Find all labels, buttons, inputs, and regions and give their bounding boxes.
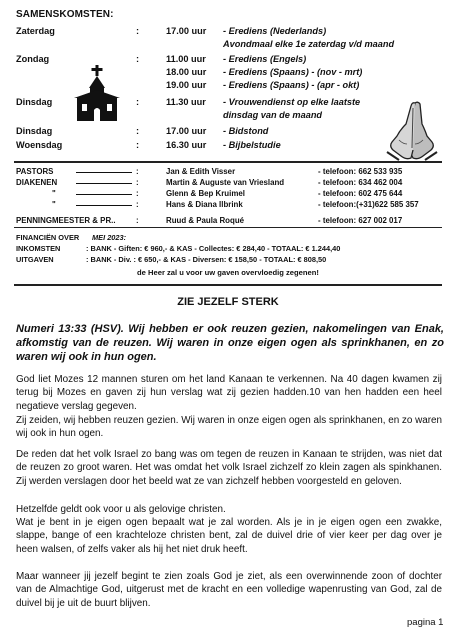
schedule-row bbox=[0, 39, 456, 52]
finance-thanks: de Heer zal u voor uw gaven overvloedig zegenen! bbox=[137, 268, 319, 277]
schedule-time: 17.00 uur bbox=[166, 26, 207, 36]
schedule-description: - Bijbelstudie bbox=[223, 140, 281, 150]
contact-phone: - telefoon: 602 475 644 bbox=[318, 189, 403, 198]
contact-role: PENNINGMEESTER & PR.. bbox=[16, 216, 116, 225]
schedule-colon: : bbox=[136, 26, 140, 36]
article-title: ZIE JEZELF STERK bbox=[177, 296, 279, 308]
contact-name: Hans & Diana Ilbrink bbox=[166, 200, 243, 209]
schedule-colon: : bbox=[136, 126, 140, 136]
schedule-time: 19.00 uur bbox=[166, 80, 207, 90]
contact-role: " bbox=[52, 200, 56, 209]
contact-role: " bbox=[52, 189, 56, 198]
contact-role: DIAKENEN bbox=[16, 178, 58, 187]
schedule-day: Dinsdag bbox=[16, 97, 53, 107]
page-number: pagina 1 bbox=[407, 617, 444, 628]
contact-row bbox=[0, 189, 456, 200]
section-divider bbox=[14, 227, 442, 228]
expense-label: UITGAVEN bbox=[16, 255, 54, 264]
finance-thanks-row bbox=[0, 268, 456, 278]
schedule-row bbox=[0, 80, 456, 93]
schedule-description: - Erediens (Spaans) - (apr - okt) bbox=[223, 80, 360, 90]
schedule-colon: : bbox=[136, 54, 140, 64]
finance-label: FINANCIËN OVER bbox=[16, 233, 80, 242]
contact-blank-line bbox=[76, 189, 132, 195]
article-paragraph: God liet Mozes 12 mannen sturen om het land Kanaan te verkennen. Na 40 dagen kwamen zij terug bij Mozes en gaven zij hun verslag wat zij gezien hadden.10 van hen hadden een heel negatieve verslag gegeven. bbox=[16, 374, 442, 412]
schedule-time: 11.00 uur bbox=[166, 54, 206, 64]
contact-colon: : bbox=[136, 216, 139, 225]
schedule-colon: : bbox=[136, 97, 140, 107]
article-paragraph: Zij zeiden, wij hebben reuzen gezien. Wij waren in onze eigen ogen als sprinkhanen, en zo waren wij ook in hun ogen. bbox=[16, 415, 442, 440]
contact-row bbox=[0, 200, 456, 211]
contact-colon: : bbox=[136, 200, 139, 209]
schedule-description: - Erediens (Nederlands) bbox=[223, 26, 327, 36]
schedule-row bbox=[0, 67, 456, 80]
contact-blank-line bbox=[76, 178, 132, 184]
contact-phone: - telefoon:(+31)622 585 357 bbox=[318, 200, 419, 209]
contact-phone: - telefoon: 662 533 935 bbox=[318, 167, 403, 176]
schedule-description: - Bidstond bbox=[223, 126, 269, 136]
schedule-day: Zaterdag bbox=[16, 26, 55, 36]
schedule-time: 16.30 uur bbox=[166, 140, 207, 150]
contact-role: PASTORS bbox=[16, 167, 54, 176]
article-verse: Numeri 13:33 (HSV). Wij hebben er ook reuzen gezien, nakomelingen van Enak, afkomstig van de reuzen. Wij waren in onze eigen ogen als sprinkhanen, en zo waren wij ook in hun ogen. bbox=[16, 323, 444, 364]
contact-blank-line bbox=[76, 200, 132, 206]
article-paragraph: De reden dat het volk Israel zo bang was om tegen de reuzen in Kanaan te strijden, was niet dat de reuzen zo groot waren. Het was omdat het volk Israel zichzelf zo klein zagen als spinkhanen. Zij werden verslagen door het beeld wat ze van zichzelf hebben voorgesteld en geloven. bbox=[16, 449, 442, 487]
contact-name: Ruud & Paula Roqué bbox=[166, 216, 245, 225]
contact-blank-line bbox=[76, 167, 132, 173]
income-label: INKOMSTEN bbox=[16, 244, 61, 253]
article-paragraph: Hetzelfde geldt ook voor u als gelovige christen. bbox=[16, 504, 226, 515]
section-divider bbox=[14, 284, 442, 286]
finance-header-row bbox=[0, 233, 456, 243]
contact-name: Martin & Auguste van Vriesland bbox=[166, 178, 285, 187]
contact-row bbox=[0, 216, 456, 227]
contact-row bbox=[0, 167, 456, 178]
contact-colon: : bbox=[136, 189, 139, 198]
contact-phone: - telefoon: 627 002 017 bbox=[318, 216, 403, 225]
schedule-row bbox=[0, 26, 456, 39]
section-divider bbox=[14, 161, 442, 163]
contact-colon: : bbox=[136, 178, 139, 187]
schedule-day: Zondag bbox=[16, 54, 50, 64]
praying-hands-icon bbox=[385, 100, 439, 162]
contact-phone: - telefoon: 634 462 004 bbox=[318, 178, 403, 187]
schedule-description: - Vrouwendienst op elke laatste bbox=[223, 97, 361, 107]
schedule-time: 17.00 uur bbox=[166, 126, 207, 136]
schedule-description: dinsdag van de maand bbox=[223, 110, 323, 120]
contact-row bbox=[0, 178, 456, 189]
schedule-heading: SAMENSKOMSTEN: bbox=[16, 9, 114, 20]
schedule-day: Dinsdag bbox=[16, 126, 53, 136]
finance-expense-row bbox=[0, 255, 456, 265]
schedule-description: - Erediens (Spaans) - (nov - mrt) bbox=[223, 67, 363, 77]
schedule-time: 11.30 uur bbox=[166, 97, 206, 107]
schedule-colon: : bbox=[136, 140, 140, 150]
income-text: : BANK - Giften: € 960,- & KAS - Collectes: € 284,40 - TOTAAL: € 1.244,40 bbox=[86, 244, 341, 253]
expense-text: : BANK - Div. : € 650,- & KAS - Diversen: € 158,50 - TOTAAL: € 808,50 bbox=[86, 255, 327, 264]
contact-colon: : bbox=[136, 167, 139, 176]
contact-name: Jan & Edith Visser bbox=[166, 167, 236, 176]
finance-period: MEI 2023: bbox=[92, 233, 127, 242]
schedule-description: - Erediens (Engels) bbox=[223, 54, 307, 64]
schedule-time: 18.00 uur bbox=[166, 67, 207, 77]
schedule-description: Avondmaal elke 1e zaterdag v/d maand bbox=[223, 39, 395, 49]
article-paragraph: Maar wanneer jij jezelf begint te zien zoals God je ziet, als een overwinnende zoon of dochter van de Almachtige God, uitgerust met de kracht en een volledige wapenrusting van God, zal de duivel bij je uit de buurt blijven. bbox=[16, 571, 442, 609]
schedule-day: Woensdag bbox=[16, 140, 63, 150]
contact-name: Glenn & Bep Kruimel bbox=[166, 189, 245, 198]
finance-income-row bbox=[0, 244, 456, 254]
church-icon bbox=[70, 64, 126, 122]
schedule-row bbox=[0, 54, 456, 67]
article-paragraph: Wat je bent in je eigen ogen bepaalt wat je zal worden. Als je in je eigen ogen een zwakke, slappe, bange of een krachteloze christen bent, zal de duivel drie of vier keer per dag over je heen walsen, of zelfs vaker als hij het niet druk heeft. bbox=[16, 517, 442, 555]
